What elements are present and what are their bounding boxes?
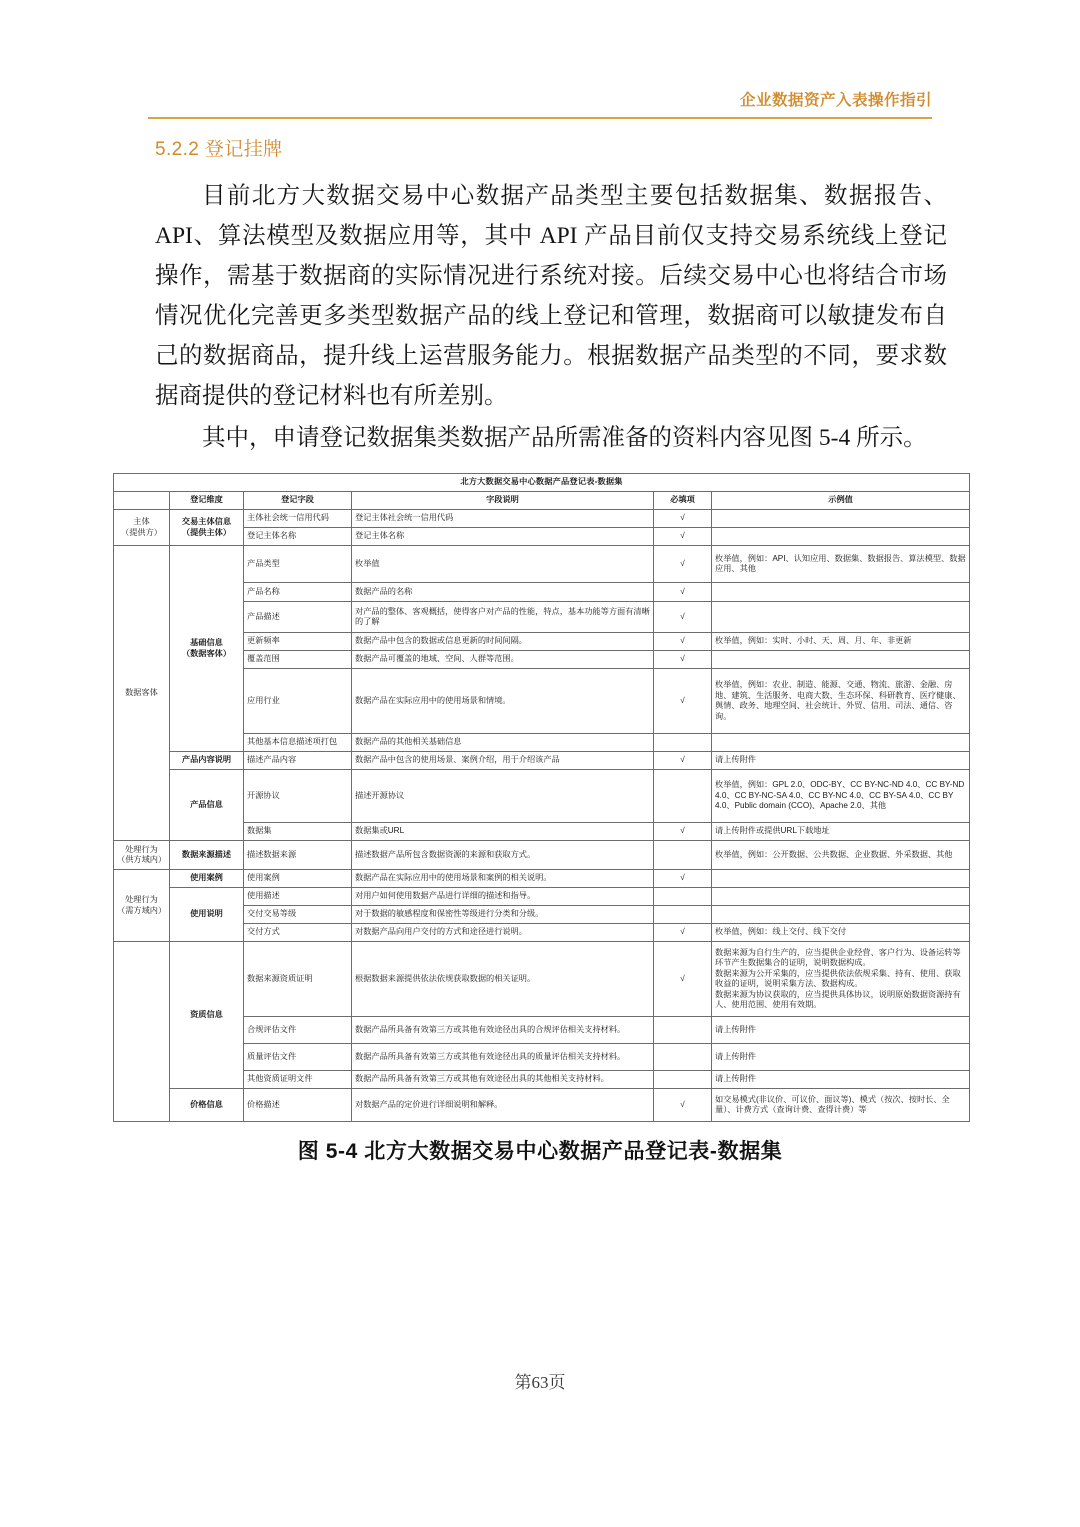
- dimension-cell: 数据来源描述: [170, 841, 244, 870]
- table-header-row: [114, 492, 970, 510]
- required-flag-cell: √: [654, 752, 712, 770]
- page-number-footer: 第63页: [514, 1373, 566, 1392]
- table-row: [114, 752, 970, 770]
- required-flag-cell: [654, 770, 712, 823]
- field-description-cell: 对数据产品向用户交付的方式和途径进行说明。: [352, 924, 654, 942]
- example-value-cell: 请上传附件或提供URL下载地址: [712, 823, 970, 841]
- dimension-cell: 产品内容说明: [170, 752, 244, 770]
- table-row: [114, 870, 970, 888]
- registration-table: [113, 473, 970, 1122]
- required-flag-cell: [654, 1044, 712, 1071]
- subject-cell: 处理行为 （需方域内）: [114, 870, 170, 942]
- example-value-cell: 枚举值，例如：农业、制造、能源、交通、物流、旅游、金融、房地、建筑、生活服务、电商大数、生态环保、科研教育、医疗健康、舆情、政务、地理空间、社会统计、外贸、信用、司法、通信、咨询。: [712, 669, 970, 734]
- required-flag-cell: √: [654, 546, 712, 583]
- field-name-cell: 使用案例: [244, 870, 352, 888]
- table-title-row: [114, 474, 970, 492]
- dimension-cell: 交易主体信息 （提供主体）: [170, 510, 244, 546]
- document-running-header: [148, 88, 932, 122]
- field-name-cell: 主体社会统一信用代码: [244, 510, 352, 528]
- section-heading: 5.2.2 登记挂牌: [155, 139, 283, 160]
- col-head-example: 示例值: [712, 492, 970, 510]
- field-name-cell: 数据集: [244, 823, 352, 841]
- field-description-cell: 数据产品在实际应用中的使用场景和案例的相关说明。: [352, 870, 654, 888]
- example-value-cell: 枚举值，例如：线上交付、线下交付: [712, 924, 970, 942]
- example-value-cell: 枚举值，例如：GPL 2.0、ODC-BY、CC BY-NC-ND 4.0、CC BY-ND 4.0、CC BY-NC-SA 4.0、CC BY-NC 4.0、CC BY-SA 4.0、CC BY 4.0、Public domain (CCO)、Apache 2.0、其他: [712, 770, 970, 823]
- example-value-cell: 请上传附件: [712, 1071, 970, 1089]
- col-head-field: 登记字段: [244, 492, 352, 510]
- field-name-cell: 开源协议: [244, 770, 352, 823]
- required-flag-cell: [654, 906, 712, 924]
- required-flag-cell: √: [654, 823, 712, 841]
- field-description-cell: 数据产品所具备有效第三方或其他有效途径出具的其他相关支持材料。: [352, 1071, 654, 1089]
- example-value-cell: [712, 510, 970, 528]
- required-flag-cell: [654, 734, 712, 752]
- field-name-cell: 登记主体名称: [244, 528, 352, 546]
- table-title: 北方大数据交易中心数据产品登记表-数据集: [114, 474, 970, 492]
- field-description-cell: 枚举值: [352, 546, 654, 583]
- example-value-cell: 请上传附件: [712, 1044, 970, 1071]
- field-description-cell: 数据产品在实际应用中的使用场景和情境。: [352, 669, 654, 734]
- col-head-required: 必填项: [654, 492, 712, 510]
- field-name-cell: 覆盖范围: [244, 651, 352, 669]
- field-description-cell: 数据产品的名称: [352, 583, 654, 602]
- field-description-cell: 数据产品中包含的使用场景、案例介绍，用于介绍该产品: [352, 752, 654, 770]
- field-description-cell: 数据产品中包含的数据或信息更新的时间间隔。: [352, 633, 654, 651]
- field-description-cell: 数据产品所具备有效第三方或其他有效途径出具的合规评估相关支持材料。: [352, 1017, 654, 1044]
- table-row: [114, 888, 970, 906]
- required-flag-cell: √: [654, 633, 712, 651]
- field-name-cell: 描述产品内容: [244, 752, 352, 770]
- example-value-cell: 枚举值，例如：公开数据、公共数据、企业数据、外采数据、其他: [712, 841, 970, 870]
- example-value-cell: 如交易模式(非议价、可议价、面议等)、模式（按次、按时长、全量）、计费方式（查询计费、查得计费）等: [712, 1089, 970, 1122]
- figure-caption: 图 5-4 北方大数据交易中心数据产品登记表-数据集: [297, 1140, 783, 1163]
- body-text-block: [155, 176, 947, 458]
- col-head-subject: [114, 492, 170, 510]
- field-description-cell: 根据数据来源提供依法依规获取数据的相关证明。: [352, 942, 654, 1017]
- col-head-dimension: 登记维度: [170, 492, 244, 510]
- dimension-cell: 使用案例: [170, 870, 244, 888]
- example-value-cell: 数据来源为自行生产的，应当提供企业经营、客户行为、设备运转等环节产生数据集合的证明，说明数据构成。 数据来源为公开采集的，应当提供依法依规采集、持有、使用、获取收益的证明，说明采集方法、数据构成。 数据来源为协议获取的，应当提供具体协议，说明原始数据资源持有人、使用范围、使用有效期。: [712, 942, 970, 1017]
- header-divider-rule: [148, 117, 932, 119]
- dimension-cell: 使用说明: [170, 888, 244, 942]
- required-flag-cell: √: [654, 510, 712, 528]
- col-head-description: 字段说明: [352, 492, 654, 510]
- table-row: [114, 841, 970, 870]
- example-value-cell: 枚举值，例如：实时、小时、天、周、月、年、非更新: [712, 633, 970, 651]
- required-flag-cell: √: [654, 924, 712, 942]
- required-flag-cell: √: [654, 583, 712, 602]
- field-name-cell: 其他资质证明文件: [244, 1071, 352, 1089]
- example-value-cell: [712, 602, 970, 633]
- field-description-cell: 对用户如何使用数据产品进行详细的描述和指导。: [352, 888, 654, 906]
- table-row: [114, 942, 970, 1017]
- field-name-cell: 产品类型: [244, 546, 352, 583]
- field-name-cell: 使用描述: [244, 888, 352, 906]
- required-flag-cell: [654, 1071, 712, 1089]
- required-flag-cell: √: [654, 651, 712, 669]
- running-header-title: 企业数据资产入表操作指引: [739, 92, 932, 109]
- required-flag-cell: √: [654, 942, 712, 1017]
- field-description-cell: 对数据产品的定价进行详细说明和解释。: [352, 1089, 654, 1122]
- required-flag-cell: [654, 841, 712, 870]
- field-name-cell: 应用行业: [244, 669, 352, 734]
- example-value-cell: [712, 651, 970, 669]
- required-flag-cell: [654, 888, 712, 906]
- table-row: [114, 770, 970, 823]
- field-name-cell: 交付方式: [244, 924, 352, 942]
- example-value-cell: [712, 528, 970, 546]
- dimension-cell: 资质信息: [170, 942, 244, 1089]
- required-flag-cell: √: [654, 528, 712, 546]
- example-value-cell: [712, 888, 970, 906]
- field-name-cell: 价格描述: [244, 1089, 352, 1122]
- table-row: [114, 510, 970, 528]
- field-name-cell: 产品名称: [244, 583, 352, 602]
- table-row: [114, 1089, 970, 1122]
- required-flag-cell: √: [654, 1089, 712, 1122]
- field-description-cell: 对产品的整体、客观概括，使得客户对产品的性能，特点，基本功能等方面有清晰的了解: [352, 602, 654, 633]
- field-name-cell: 质量评估文件: [244, 1044, 352, 1071]
- required-flag-cell: √: [654, 669, 712, 734]
- figure-5-4: [113, 473, 969, 1122]
- example-value-cell: 请上传附件: [712, 752, 970, 770]
- field-name-cell: 其他基本信息描述项打包: [244, 734, 352, 752]
- dimension-cell: 产品信息: [170, 770, 244, 841]
- field-description-cell: 描述数据产品所包含数据资源的来源和获取方式。: [352, 841, 654, 870]
- example-value-cell: [712, 734, 970, 752]
- dimension-cell: 价格信息: [170, 1089, 244, 1122]
- example-value-cell: 枚举值，例如：API、认知应用、数据集、数据报告、算法模型、数据应用、其他: [712, 546, 970, 583]
- field-description-cell: 数据集或URL: [352, 823, 654, 841]
- field-name-cell: 数据来源资质证明: [244, 942, 352, 1017]
- field-description-cell: 数据产品的其他相关基础信息: [352, 734, 654, 752]
- example-value-cell: [712, 870, 970, 888]
- field-name-cell: 合规评估文件: [244, 1017, 352, 1044]
- paragraph-1: 目前北方大数据交易中心数据产品类型主要包括数据集、数据报告、API、算法模型及数据应用等，其中 API 产品目前仅支持交易系统线上登记操作，需基于数据商的实际情况进行系统对接。后续交易中心也将结合市场情况优化完善更多类型数据产品的线上登记和管理，数据商可以敏捷发布自己的数据商品，提升线上运营服务能力。根据数据产品类型的不同，要求数据商提供的登记材料也有所差别。: [155, 183, 947, 409]
- required-flag-cell: [654, 1017, 712, 1044]
- paragraph-2: 其中，申请登记数据集类数据产品所需准备的资料内容见图 5-4 所示。: [202, 425, 927, 451]
- example-value-cell: [712, 906, 970, 924]
- field-name-cell: 描述数据来源: [244, 841, 352, 870]
- field-name-cell: 产品描述: [244, 602, 352, 633]
- field-description-cell: 数据产品可覆盖的地域、空间、人群等范围。: [352, 651, 654, 669]
- example-value-cell: [712, 583, 970, 602]
- field-name-cell: 交付交易等级: [244, 906, 352, 924]
- dimension-cell: 基础信息 （数据客体）: [170, 546, 244, 752]
- example-value-cell: 请上传附件: [712, 1017, 970, 1044]
- field-description-cell: 登记主体名称: [352, 528, 654, 546]
- field-description-cell: 数据产品所具备有效第三方或其他有效途径出具的质量评估相关支持材料。: [352, 1044, 654, 1071]
- subject-cell: 数据客体: [114, 546, 170, 841]
- field-description-cell: 描述开源协议: [352, 770, 654, 823]
- required-flag-cell: √: [654, 602, 712, 633]
- table-row: [114, 546, 970, 583]
- subject-cell: 处理行为 （供方域内）: [114, 841, 170, 870]
- required-flag-cell: √: [654, 870, 712, 888]
- field-name-cell: 更新频率: [244, 633, 352, 651]
- subject-cell: 主体 （提供方）: [114, 510, 170, 546]
- field-description-cell: 对于数据的敏感程度和保密性等级进行分类和分级。: [352, 906, 654, 924]
- subject-cell: [114, 942, 170, 1122]
- field-description-cell: 登记主体社会统一信用代码: [352, 510, 654, 528]
